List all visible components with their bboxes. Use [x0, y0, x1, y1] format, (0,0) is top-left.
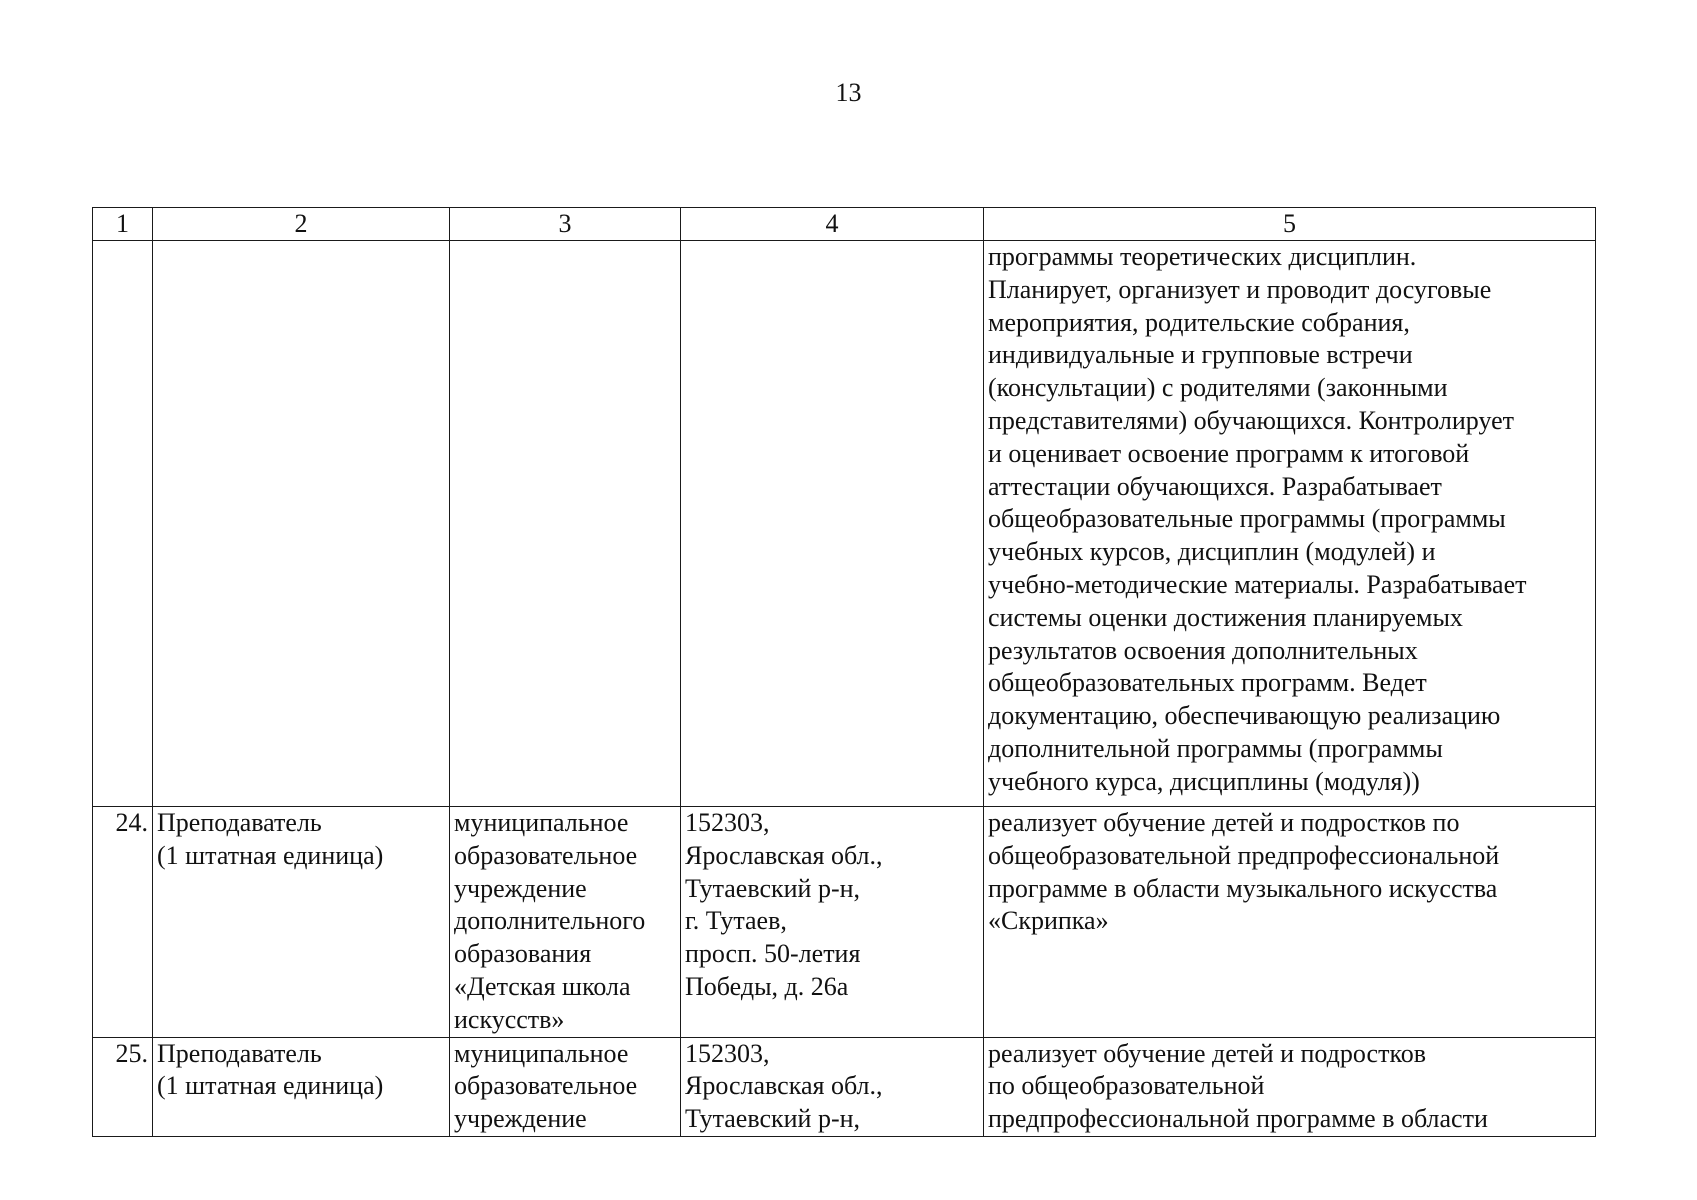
institution-cell — [450, 241, 681, 807]
row-number: 25. — [115, 1038, 148, 1068]
column-header: 2 — [153, 208, 450, 241]
institution-text: муниципальное образовательное учреждение — [454, 1038, 638, 1134]
duties-text: реализует обучение детей и подростков по общеобразовательной предпрофессиональной программе в области музыкального искусства «Скрипка» — [988, 808, 1500, 936]
institution-text: муниципальное образовательное учреждение дополнительного образования «Детская школа искусств» — [454, 808, 646, 1034]
table-row — [93, 1037, 1596, 1136]
vacancy-table — [92, 207, 1596, 1137]
address-text: 152303, Ярославская обл., Тутаевский р-н, — [685, 1038, 883, 1134]
column-header: 3 — [450, 208, 681, 241]
column-header: 5 — [984, 208, 1596, 241]
duties-cell — [984, 241, 1596, 807]
duties-cell — [984, 807, 1596, 1038]
position-cell — [153, 1037, 450, 1136]
address-cell — [681, 1037, 984, 1136]
address-cell — [681, 807, 984, 1038]
institution-cell — [450, 1037, 681, 1136]
institution-cell — [450, 807, 681, 1038]
position-text: Преподаватель (1 штатная единица) — [157, 1038, 384, 1101]
duties-text: реализует обучение детей и подростков по общеобразовательной предпрофессиональной программе в области — [988, 1038, 1488, 1134]
duties-cell — [984, 1037, 1596, 1136]
row-number: 24. — [115, 808, 148, 837]
address-cell — [681, 241, 984, 807]
column-header: 4 — [681, 208, 984, 241]
row-number-cell — [93, 807, 153, 1038]
duties-text: программы теоретических дисциплин. Планирует, организует и проводит досуговые мероприятия, родительские собрания, индивидуальные и групповые встречи (консультации) с родителями (законными представителями) обучающихся. Контролирует и оценивает освоение программ к итоговой аттестации обучающихся. Разрабатывает общеобразовательные программы (программы учебных курсов, дисциплин (модулей) и учебно-методические материалы. Разрабатывает системы оценки достижения планируемых результатов освоения дополнительных общеобразовательных программ. Ведет документацию, обеспечивающую реализацию дополнительной программы (программы учебного курса, дисциплины (модуля)) — [988, 242, 1527, 796]
position-cell — [153, 807, 450, 1038]
table-header-row — [93, 208, 1596, 241]
address-text: 152303, Ярославская обл., Тутаевский р-н, г. Тутаев, просп. 50-летия Победы, д. 26а — [685, 808, 883, 1001]
table-row — [93, 807, 1596, 1038]
page-number: 13 — [835, 78, 862, 107]
position-text: Преподаватель (1 штатная единица) — [157, 808, 384, 870]
position-cell — [153, 241, 450, 807]
row-number-cell — [93, 241, 153, 807]
row-number-cell — [93, 1037, 153, 1136]
column-header: 1 — [93, 208, 153, 241]
table-row — [93, 241, 1596, 807]
